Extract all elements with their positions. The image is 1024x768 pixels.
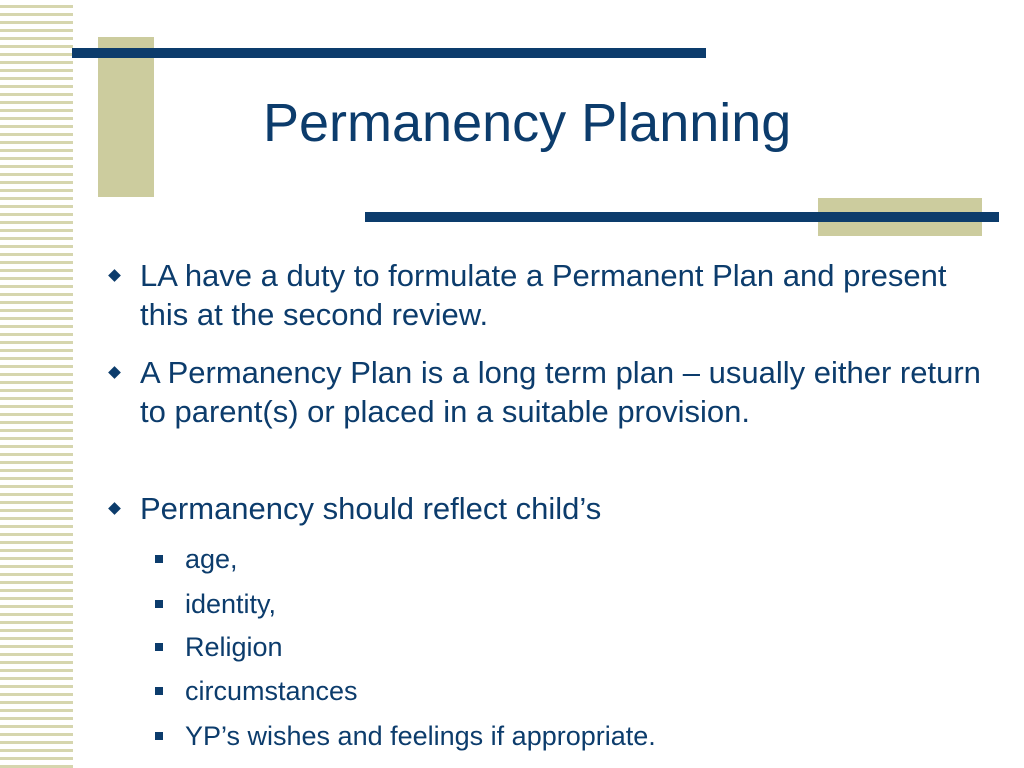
sub-bullet-text: age,	[185, 544, 238, 574]
sub-bullet-item	[155, 674, 955, 708]
striped-margin-decoration	[0, 0, 73, 768]
square-bullet-icon	[155, 587, 167, 621]
diamond-bullet-icon	[108, 353, 124, 392]
tan-accent-block-left	[98, 37, 154, 197]
sub-bullet-text: identity,	[185, 589, 277, 619]
title-rule-top	[72, 48, 706, 58]
bullet-text: LA have a duty to formulate a Permanent Plan and present this at the second review.	[140, 258, 947, 332]
square-bullet-icon	[155, 630, 167, 664]
title-rule-bottom	[365, 212, 999, 222]
square-bullet-icon	[155, 674, 167, 708]
square-bullet-icon	[155, 719, 167, 753]
bullet-text: A Permanency Plan is a long term plan – usually either return to parent(s) or placed in a suitable provision.	[140, 355, 981, 429]
sub-bullet-item	[155, 630, 955, 664]
sub-bullet-text: circumstances	[185, 676, 358, 706]
diamond-bullet-icon	[108, 489, 124, 528]
bullet-item	[108, 256, 988, 334]
sub-bullet-item	[155, 719, 955, 753]
bullet-text: Permanency should reflect child’s	[140, 491, 602, 526]
bullet-item	[108, 489, 988, 528]
square-bullet-icon	[155, 542, 167, 576]
sub-bullet-text: YP’s wishes and feelings if appropriate.	[185, 721, 656, 751]
sub-bullet-item	[155, 587, 955, 621]
bullet-item	[108, 353, 988, 431]
sub-bullet-item	[155, 542, 955, 576]
sub-bullet-text: Religion	[185, 632, 283, 662]
slide-title: Permanency Planning	[263, 93, 792, 153]
diamond-bullet-icon	[108, 256, 124, 295]
